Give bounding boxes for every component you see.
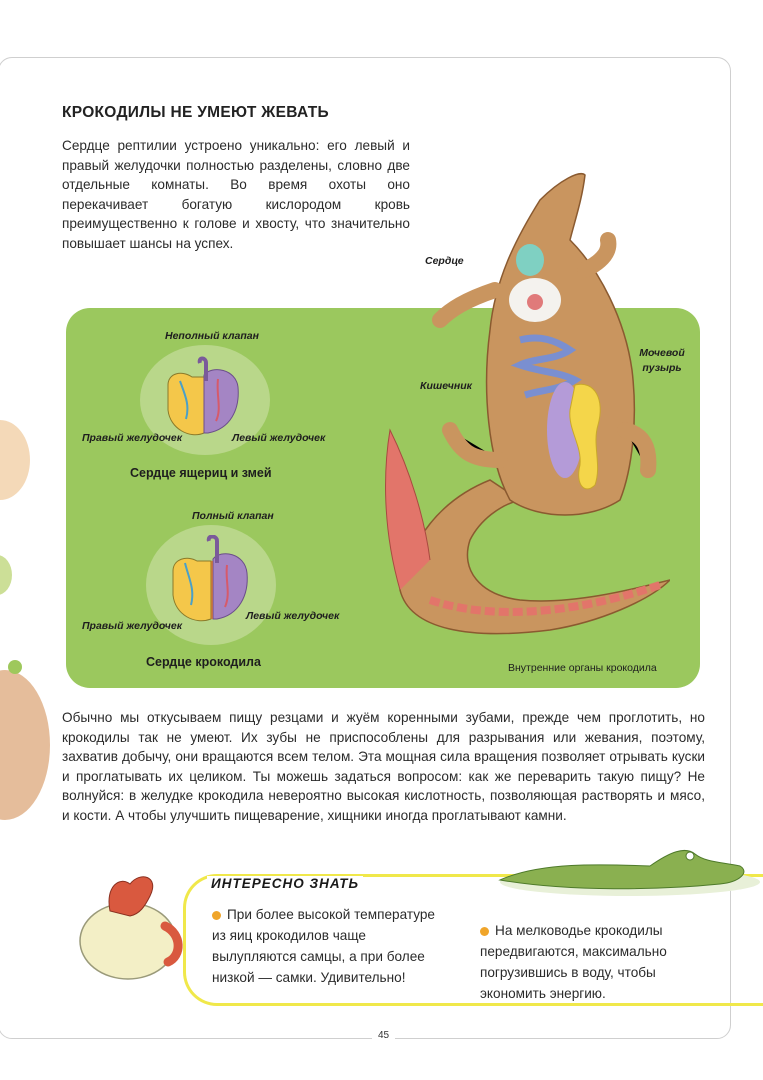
intestine-organ-label: Кишечник (420, 380, 472, 392)
bullet-dot (480, 927, 489, 936)
intro-paragraph: Сердце рептилии устроено уникально: его левый и правый желудочки полностью разделены, словно две отдельные комнаты. Во время охоты оно перекачивает богатую кислородом кровь преимущественно к голове и хвосту, что значительно повышает шансы на успех. (62, 138, 410, 251)
fact-temperature-text: При более высокой температуре из яиц крокодилов чаще вылупляются самцы, а при более низкой — самки. Удивительно! (212, 907, 435, 985)
croc-heart-caption: Сердце крокодила (146, 655, 261, 669)
page-title: КРОКОДИЛЫ НЕ УМЕЮТ ЖЕВАТЬ (62, 104, 329, 121)
croc-heart-illustration (165, 535, 255, 625)
croc-right-ventricle-label: Правый желудочек (82, 620, 183, 632)
bullet-dot (212, 911, 221, 920)
croc-left-ventricle-label: Левый желудочек (246, 610, 340, 622)
fact-shallow-water-text: На мелководье крокодилы передвигаются, максимально погрузившись в воду, чтобы экономить энергию. (480, 923, 667, 1001)
fact-shallow-water (480, 920, 705, 1004)
lizard-heart-illustration (160, 355, 245, 440)
incomplete-valve-label: Неполный клапан (165, 330, 259, 342)
lizard-heart-caption: Сердце ящериц и змей (130, 466, 272, 480)
watercolor-splash-decoration (8, 660, 22, 674)
complete-valve-label: Полный клапан (192, 510, 274, 522)
hatching-egg-illustration (70, 866, 190, 986)
body-paragraph: Обычно мы откусываем пищу резцами и жуём коренными зубами, прежде чем проглотить, но крокодилы так не умеют. Их зубы не приспособлены для разрывания или жевания, поэтому, захватив добычу, они вращаются всем телом. Эта мощная сила вращения позволяет отрывать куски и проглатывать их целиком. Ты можешь задаться вопросом: как же переварить такую пищу? Не волнуйся: в желудке крокодила невероятно высокая кислотность, позволяющая растворять и мясо, и кости. А чтобы улучшить пищеварение, хищники иногда проглатывают камни. (62, 710, 705, 823)
fact-temperature (212, 904, 452, 988)
lizard-right-ventricle-label: Правый желудочек (82, 432, 183, 444)
organs-caption: Внутренние органы крокодила (508, 662, 657, 674)
crocodile-anatomy-illustration (370, 160, 670, 660)
bladder-organ-label: Мочевой пузырь (639, 347, 685, 374)
info-box-title: ИНТЕРЕСНО ЗНАТЬ (207, 876, 363, 891)
lizard-left-ventricle-label: Левый желудочек (232, 432, 326, 444)
page-number: 45 (372, 1030, 395, 1041)
swimming-crocodile-illustration (480, 832, 763, 902)
heart-organ-label: Сердце (425, 255, 464, 267)
